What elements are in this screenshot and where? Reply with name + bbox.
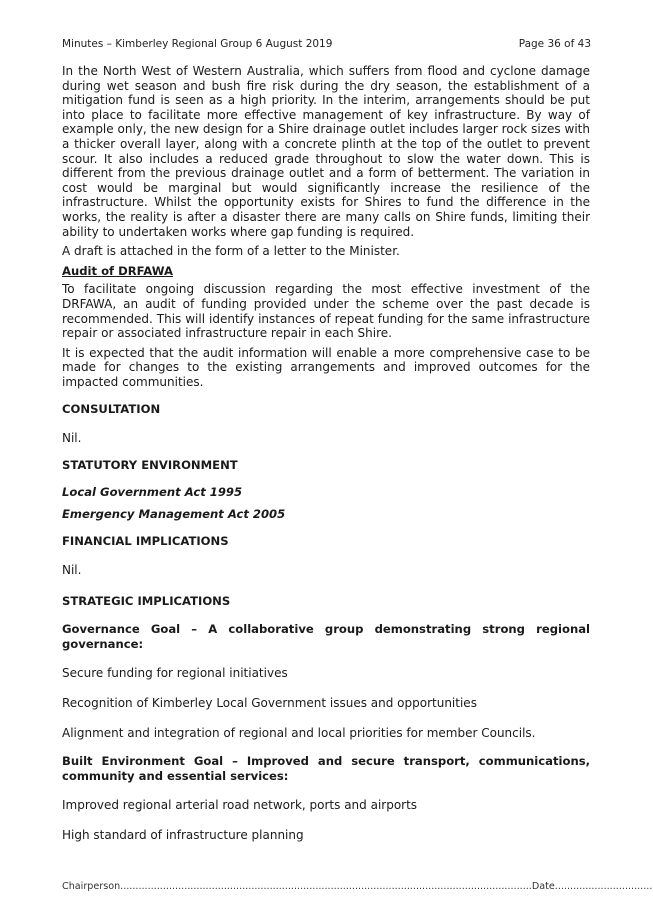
document-body <box>62 64 590 848</box>
act-local-government: Local Government Act 1995 <box>62 485 243 500</box>
page-number: Page 36 of 43 <box>518 38 591 50</box>
consultation-heading: CONSULTATION <box>62 402 161 417</box>
statutory-heading: STATUTORY ENVIRONMENT <box>62 457 238 472</box>
governance-goal: Governance Goal – A collaborative group demonstrating strong regional governance: <box>62 622 590 651</box>
audit-heading: Audit of DRFAWA <box>62 263 173 278</box>
governance-item: Recognition of Kimberley Local Government issues and opportunities <box>62 696 477 710</box>
governance-item: Alignment and integration of regional and local priorities for member Councils. <box>62 725 536 740</box>
paragraph-mitigation: In the North West of Western Australia, which suffers from flood and cyclone damage during wet season and bush fire risk during the dry season, the establishment of a mitigation fund is seen as a high priority. In the interim, arrangements should be put into place to facilitate more effective management of key infrastructure. By way of example only, the new design for a Shire drainage outlet includes larger rock sizes with a thicker overall layer, along with a concrete plinth at the top of the outlet to prevent scour. It also includes a reduced grade throughout to slow the water down. This is different from the previous drainage outlet and a form of betterment. The variation in cost would be marginal but would significantly increase the resilience of the infrastructure. Whilst the opportunity exists for Shires to fund the difference in the works, the reality is after a disaster there are many calls on Shire funds, limiting their ability to undertaken works where gap funding is required. <box>62 64 590 239</box>
consultation-text: Nil. <box>62 431 82 446</box>
paragraph-draft-letter: A draft is attached in the form of a letter to the Minister. <box>62 244 400 259</box>
strategic-heading: STRATEGIC IMPLICATIONS <box>62 593 231 608</box>
paragraph-audit: To facilitate ongoing discussion regarding the most effective investment of the DRFAWA, an audit of funding provided under the scheme over the past decade is recommended. This will identify instances of repeat funding for the same infrastructure repair or associated infrastructure repair in each Shire. <box>62 282 590 341</box>
governance-item: Secure funding for regional initiatives <box>62 666 288 681</box>
paragraph-audit-outcome: It is expected that the audit information will enable a more comprehensive case to be made for changes to the existing arrangements and improved outcomes for the impacted communities. <box>62 345 590 389</box>
financial-heading: FINANCIAL IMPLICATIONS <box>62 534 229 549</box>
built-environment-item: Improved regional arterial road network, ports and airports <box>62 798 418 813</box>
page-header <box>62 38 591 50</box>
signature-line: Chairperson.......................................................................................................................................Date................................ <box>62 881 653 892</box>
document-title: Minutes – Kimberley Regional Group 6 August 2019 <box>62 38 333 50</box>
act-emergency-management: Emergency Management Act 2005 <box>62 506 286 521</box>
financial-text: Nil. <box>62 563 82 578</box>
built-environment-goal: Built Environment Goal – Improved and secure transport, communications, community and essential services: <box>62 754 590 783</box>
built-environment-item: High standard of infrastructure planning <box>62 827 304 842</box>
